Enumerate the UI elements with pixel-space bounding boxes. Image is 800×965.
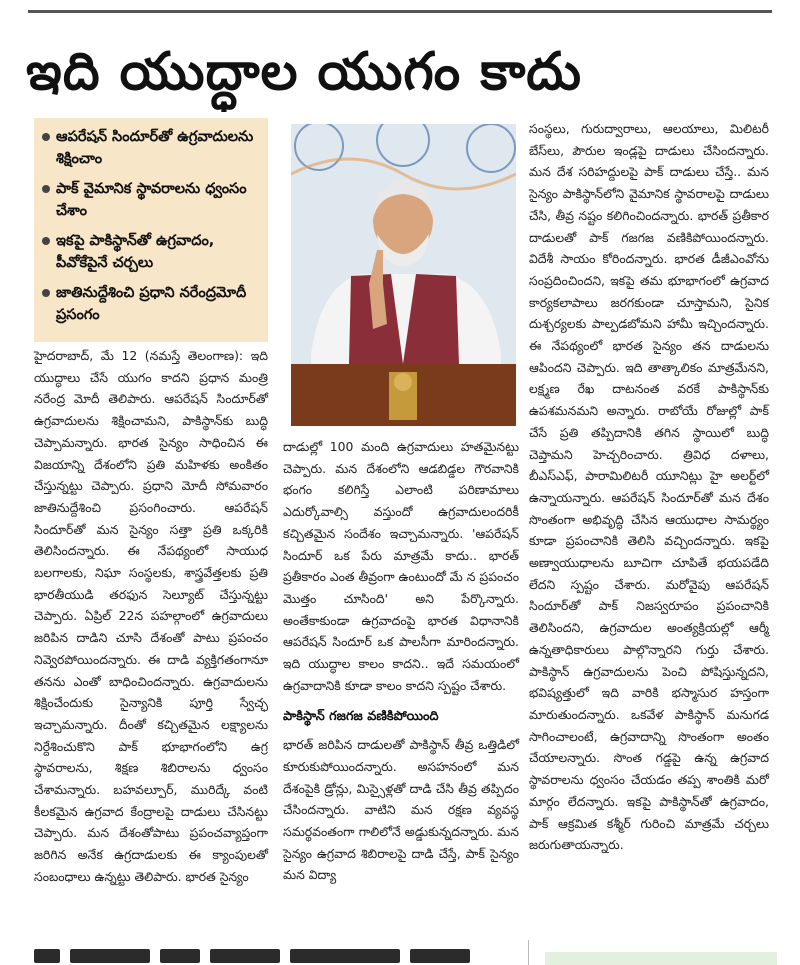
highlight-text: జాతినుద్దేశించి ప్రధాని నరేంద్రమోదీ ప్రసంగం bbox=[56, 285, 247, 323]
subheading: పాకిస్థాన్ గజగజ వణికిపోయింది bbox=[283, 709, 439, 725]
advertisement-strip bbox=[545, 952, 777, 965]
article-paragraph: హైదరాబాద్, మే 12 (నమస్తే తెలంగాణ): ఇది యుద్ధాలు చేసే యుగం కాదని ప్రధాన మంత్రి నరేంద్ర మోదీ తెలిపారు. ఆపరేషన్ సిందూర్‌తో ఉగ్రవాదులను శిక్షించామని, పాకిస్థాన్‌కు బుద్ధి చెప్పామన్నారు. భారత సైన్యం సాధించిన ఈ విజయాన్ని దేశంలోని ప్రతి మహిళకు అంకితం చేస్తున్నట్టు చెప్పారు. ప్రధాని మోదీ సోమవారం జాతినుద్దేశించి ప్రసంగించారు. ఆపరేషన్ సిందూర్‌తో మన సైన్యం సత్తా ప్రతి ఒక్కరికి తెలిసిందన్నారు. ఈ నేపథ్యంలో సాయుధ బలగాలకు, నిఘా సంస్థలకు, శాస్త్రవేత్తలకు ప్రతి భారతీయుడి తరఫున సెల్యూట్ చేస్తున్నట్టు చెప్పారు. ఏప్రిల్ 22న పహల్గాంలో ఉగ్రవాదులు జరిపిన దాడిని చూసి దేశంతో పాటు ప్రపంచం నివ్వెరపోయిందన్నారు. ఈ దాడి వ్యక్తిగతంగానూ తనను ఎంతో బాధించిందన్నారు. ఉగ్రవాదులను శిక్షించేందుకు సైన్యానికి పూర్తి స్వేచ్ఛ ఇచ్చామన్నారు. దీంతో కచ్చితమైన లక్ష్యాలను నిర్దేశించుకొని పాక్ భూభాగంలోని ఉగ్ర స్థావరాలను, శిక్షణ శిబిరాలను ధ్వంసం చేశామన్నారు. బహవల్పూర్, మురిద్కే వంటి కీలకమైన ఉగ్రవాద కేంద్రాలపై దాడులు చేసినట్టు చెప్పారు. మన దేశంతోపాటు ప్రపంచవ్యాప్తంగా జరిగిన అనేక ఉగ్రదాడులకు ఈ క్యాంపులతో సంబంధాలు ఉన్నట్టు తెలిపారు. భారత సైన్యం bbox=[34, 348, 268, 884]
bullet-icon bbox=[42, 237, 50, 245]
article-paragraph: భారత్ జరిపిన దాడులతో పాకిస్థాన్ తీవ్ర ఒత్తిడిలో కూరుకుపోయిందన్నారు. అసహనంలో మన దేశంపైకి డ్రోన్లు, మిస్సైళ్లతో దాడి చేసి తీవ్ర తప్పిదం చేసిందన్నారు. వాటిని మన రక్షణ వ్యవస్థ సమర్థవంతంగా గాలిలోనే అడ్డుకున్నదన్నారు. మన సైన్యం ఉగ్రవాద శిబిరాలపై దాడి చేస్తే, పాక్ సైన్యం మన విద్యా bbox=[283, 737, 519, 883]
column-divider bbox=[528, 940, 529, 965]
article-column-3 bbox=[529, 118, 769, 856]
highlight-text: పాక్ వైమానిక స్థావరాలను ధ్వంసం చేశాం bbox=[56, 181, 247, 219]
top-rule bbox=[28, 10, 772, 13]
headline: ఇది యుద్ధాల యుగం కాదు bbox=[26, 42, 582, 102]
next-article-headline-fragment bbox=[34, 948, 494, 965]
article-paragraph: సంస్థలు, గురుద్వారాలు, ఆలయాలు, మిలిటరీ బేస్‌లు, పౌరుల ఇండ్లపై దాడులు చేసిందన్నారు. మన దేశ సరిహద్దులపై పాక్ దాడులు చేస్తే.. మన సైన్యం పాకిస్థాన్‌లోని వైమానిక స్థావరాలపై దాడులు చేసి, తీవ్ర నష్టం కలిగించిందన్నారు. భారత్ ప్రతీకార దాడులతో పాక్ గజగజ వణికిపోయిందన్నారు. విదేశీ సాయం కోరిందన్నారు. భారత డీజీఎంవోను సంప్రదించిందని, ఇకపై తమ భూభాగంలో ఉగ్రవాద కార్యకలాపాలు జరగకుండా చూస్తామని, సైనిక దుశ్చర్యలకు పాల్పడబోమని హామీ ఇచ్చిందన్నారు. ఈ నేపథ్యంలో భారత సైన్యం తన దాడులను ఆపిందని చెప్పారు. ఇది తాత్కాలికం మాత్రమేనని, లక్ష్మణ రేఖ దాటనంత వరకే పాకిస్థాన్‌కు ఉపశమనమని అన్నారు. రాబోయే రోజుల్లో పాక్ చేసే ప్రతి తప్పిదానికి తగిన స్థాయిలో బుద్ధి చెప్తామని హెచ్చరించారు. త్రివిధ దళాలు, బీఎస్‌ఎఫ్, పారామిలిటరీ యూనిట్లు హై అలర్ట్‌లో ఉన్నాయన్నారు. ఆపరేషన్ సిందూర్‌తో మన దేశం సొంతంగా అభివృద్ధి చేసిన ఆయుధాల సామర్థ్యం కూడా ప్రపంచానికి తెలిసి వచ్చిందన్నారు. ఇకపై అణ్వాయుధాలను బూచిగా చూపితే భయపడేది లేదని స్పష్టం చేశారు. మరోవైపు ఆపరేషన్ సిందూర్‌తో పాక్ నిజస్వరూపం ప్రపంచానికి తెలిసిందని, ఉగ్రవాదుల అంత్యక్రియల్లో ఆర్మీ ఉన్నతాధికారులు పాల్గొన్నారని గుర్తు చేశారు. పాకిస్థాన్ ఉగ్రవాదులను పెంచి పోషిస్తున్నదని, భవిష్యత్తులో ఇది వారికి భస్మాసుర హస్తంగా మారుతుందన్నారు. ఒకవేళ పాకిస్థాన్ మనుగడ సాగించాలంటే, ఉగ్రవాదాన్ని సొంతంగా అంతం చేయాలన్నారు. సొంత గడ్డపై ఉన్న ఉగ్రవాద స్థావరాలను ధ్వంసం చేయడం తప్ప శాంతికి మరో మార్గం లేదన్నారు. ఇకపై పాకిస్థాన్‌తో ఉగ్రవాదం, పాక్ ఆక్రమిత కశ్మీర్ గురించి మాత్రమే చర్చలు జరుగుతాయన్నారు. bbox=[529, 121, 769, 853]
highlight-item bbox=[40, 230, 262, 274]
highlight-item bbox=[40, 178, 262, 222]
article-column-2 bbox=[283, 436, 519, 886]
highlight-item bbox=[40, 126, 262, 170]
highlight-text: ఇకపై పాకిస్థాన్‌తో ఉగ్రవాదం, పీవోకేపైనే చర్చలు bbox=[56, 233, 215, 271]
bullet-icon bbox=[42, 185, 50, 193]
pm-modi-photo bbox=[291, 124, 516, 426]
bullet-icon bbox=[42, 133, 50, 141]
bullet-icon bbox=[42, 289, 50, 297]
highlight-item bbox=[40, 282, 262, 326]
article-paragraph: దాడుల్లో 100 మంది ఉగ్రవాదులు హతమైనట్టు చెప్పారు. మన దేశంలోని ఆడబిడ్డల గౌరవానికి భంగం కలిగిస్తే ఎలాంటి పరిణామాలు ఎదుర్కోవాల్సి వస్తుందో ఉగ్రవాదులందరికీ కచ్చితమైన సందేశం ఇచ్చామన్నారు. 'ఆపరేషన్ సిందూర్ ఒక పేరు మాత్రమే కాదు.. భారత్ ప్రతీకారం ఎంత తీవ్రంగా ఉంటుందో మే న ప్రపంచం మొత్తం చూసింది' అని పేర్కొన్నారు. అంతేకాకుండా ఉగ్రవాదంపై భారత విధానానికి ఆపరేషన్ సిందూర్ ఒక పాలసీగా మారిందన్నారు. ఇది యుద్ధాల కాలం కాదని.. ఇదే సమయంలో ఉగ్రవాదానికి కూడా కాలం కాదని స్పష్టం చేశారు. bbox=[283, 439, 519, 693]
article-column-1 bbox=[34, 345, 268, 888]
highlights-box bbox=[34, 118, 268, 342]
photo-illustration bbox=[291, 124, 516, 426]
highlight-text: ఆపరేషన్ సిందూర్‌తో ఉగ్రవాదులను శిక్షించాం bbox=[56, 129, 254, 167]
